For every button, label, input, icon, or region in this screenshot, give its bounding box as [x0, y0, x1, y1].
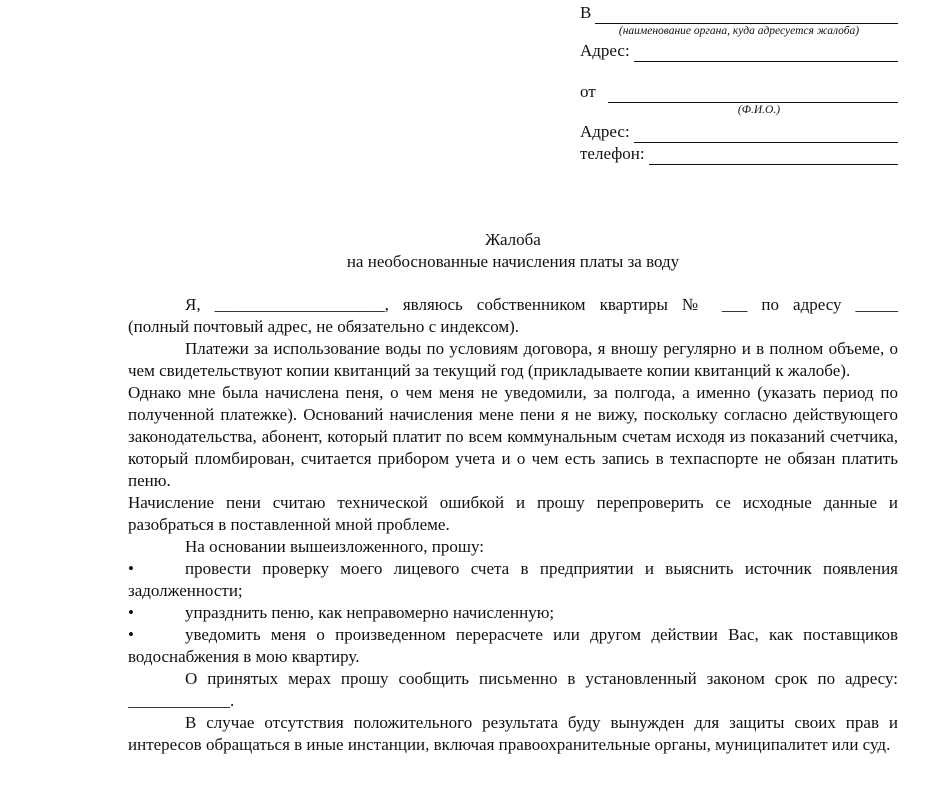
list-item-text: уведомить меня о произведенном перерасчете или другом действии Вас, как поставщиков водоснабжения в мою квартиру.: [128, 625, 898, 666]
paragraph-owner-address-hint: (полный почтовый адрес, не обязательно с индексом).: [128, 317, 520, 336]
paragraph-escalation: В случае отсутствия положительного результата буду вынужден для защиты своих прав и интересов обращаться в иные инстанции, включая правоохранительные органы, муниципалитет или суд.: [128, 713, 898, 754]
sender-name-blank: [608, 85, 898, 103]
paragraph-error: Начисление пени считаю технической ошибкой и прошу перепроверить се исходные данные и разобраться в поставленной мной проблеме.: [128, 493, 898, 534]
bullet-icon: •: [128, 603, 134, 622]
address-blank: _____: [855, 295, 899, 314]
recipient-address-blank: [634, 44, 898, 62]
paragraph-response: [128, 668, 898, 712]
response-text: О принятых мерах прошу сообщить письменно в установленный законом срок по адресу:: [185, 669, 898, 688]
list-item: [128, 624, 898, 668]
bullet-icon: •: [128, 559, 134, 578]
to-prefix: В: [580, 3, 592, 22]
phone-line: [580, 143, 898, 165]
p1-address: по адресу: [761, 295, 842, 314]
list-item: [128, 602, 898, 624]
recipient-note: (наименование органа, куда адресуется жалоба): [618, 25, 860, 37]
paragraph-request-intro: На основании вышеизложенного, прошу:: [185, 537, 484, 556]
recipient-blank: [595, 6, 898, 24]
address2-label: Адрес:: [580, 122, 630, 141]
list-item-text: провести проверку моего лицевого счета в предприятии и выяснить источник появления задолженности;: [128, 559, 898, 600]
complaint-body: [128, 294, 898, 756]
fio-note: (Ф.И.О.): [737, 104, 781, 116]
phone-label: телефон:: [580, 144, 645, 163]
p1-middle: , являюсь собственником квартиры №: [384, 295, 708, 314]
p1-start: Я,: [185, 295, 201, 314]
phone-blank: [649, 147, 898, 165]
sender-address-line: [580, 121, 898, 143]
list-item: [128, 558, 898, 602]
document-subtitle: на необоснованные начисления платы за воду: [346, 252, 680, 271]
recipient-line: [580, 2, 898, 24]
paragraph-payments: Платежи за использование воды по условиям договора, я вношу регулярно и в полном объеме, о чем свидетельствуют копии квитанций за текущий год (прикладываете копии квитанций к жалобе).: [128, 339, 898, 380]
from-prefix: от: [580, 82, 596, 101]
document-title: Жалоба: [485, 230, 541, 249]
sender-line: [580, 81, 898, 103]
bullet-icon: •: [128, 625, 134, 644]
apartment-blank: ___: [721, 295, 748, 314]
paragraph-penalty: Однако мне была начислена пеня, о чем меня не уведомили, за полгода, а именно (указать период по полученной платежке). Оснований начисления мене пени я не вижу, поскольку согласно действующего законодательства, абонент, который платит по всем коммунальным счетам исходя из показаний счетчика, который пломбирован, считается прибором учета и о чем есть запись в техпаспорте не обязан платить пеню.: [128, 383, 898, 490]
response-end: .: [230, 691, 235, 710]
list-item-text: упразднить пеню, как неправомерно начисленную;: [185, 603, 555, 622]
sender-block: [580, 81, 898, 165]
sender-address-blank: [634, 125, 898, 143]
address-label: Адрес:: [580, 41, 630, 60]
recipient-block: [580, 2, 898, 62]
recipient-address-line: [580, 40, 898, 62]
name-blank: ____________________: [214, 295, 385, 314]
paragraph-owner: [128, 294, 898, 316]
response-address-blank: ____________: [128, 691, 230, 710]
